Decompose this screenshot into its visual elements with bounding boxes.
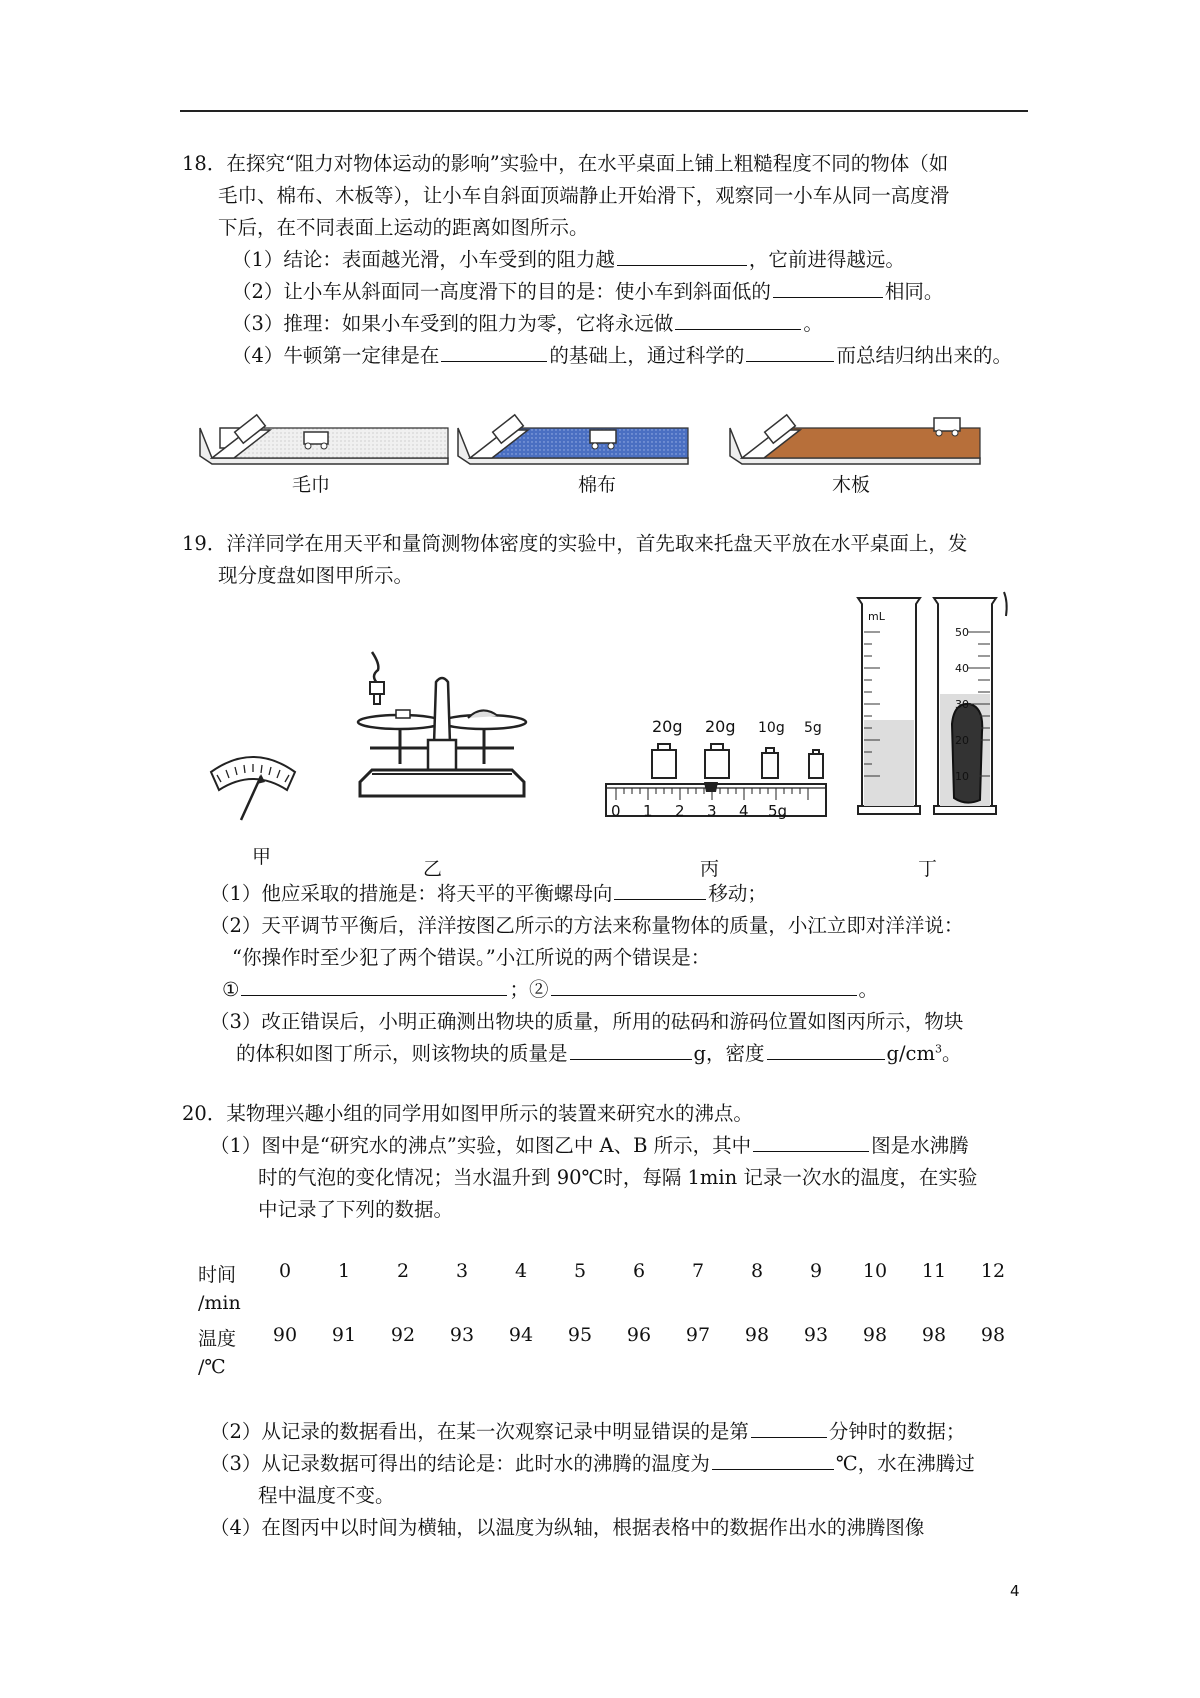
q19-stem-line2: 现分度盘如图甲所示。 <box>218 564 414 587</box>
ruler-tick-3: 3 <box>707 802 717 820</box>
q19-sub2-line3 <box>222 978 878 1001</box>
table-time-cell: 10 <box>862 1260 888 1282</box>
q18-sub4-text-a: （4）牛顿第一定律是在 <box>232 344 440 367</box>
q19-sub1-text-a: （1）他应采取的措施是：将天平的平衡螺母向 <box>210 882 613 905</box>
q20-sub3-text-b: ℃，水在沸腾过 <box>835 1452 975 1475</box>
q18-stem-line3: 下后，在不同表面上运动的距离如图所示。 <box>218 216 589 239</box>
incline-cotton <box>458 415 688 464</box>
table-temp-cell: 93 <box>449 1324 475 1346</box>
q19-blank-2[interactable] <box>241 994 507 996</box>
q18-sub4-text-c: 而总结归纳出来的。 <box>836 344 1012 367</box>
q18-sub4 <box>232 344 1012 367</box>
weight-label-2: 20g <box>705 717 736 736</box>
q20-sub1-text-b: 图是水沸腾 <box>871 1134 969 1157</box>
table-temp-cell: 98 <box>862 1324 888 1346</box>
q19-sub3-text-c: g/cm <box>886 1042 935 1065</box>
q18-sub4-text-b: 的基础上，通过科学的 <box>549 344 745 367</box>
cyl-mark-10: 10 <box>955 770 969 783</box>
table-temp-cell: 93 <box>803 1324 829 1346</box>
table-temp-cell: 95 <box>567 1324 593 1346</box>
ruler-tick-5: 5g <box>768 802 788 820</box>
q19-blank-3[interactable] <box>551 994 857 996</box>
q20-sub3-line2: 程中温度不变。 <box>258 1484 395 1507</box>
table-row2-label-a: 温度 <box>198 1328 237 1350</box>
q19-sub3-end: 。 <box>941 1042 962 1065</box>
table-row1-label-a: 时间 <box>198 1264 237 1286</box>
fig-yi-balance <box>350 652 530 824</box>
q19-circle-1: ① <box>222 978 240 1001</box>
cyl-mark-30: 30 <box>955 698 969 711</box>
table-time-cell: 9 <box>809 1260 823 1282</box>
q18-stem-line1: 18．在探究“阻力对物体运动的影响”实验中，在水平桌面上铺上粗糙程度不同的物体（如 <box>182 152 949 175</box>
q18-label-wood: 木板 <box>832 474 871 496</box>
page-number: 4 <box>1010 1582 1020 1600</box>
q18-sub1-text-a: （1）结论：表面越光滑，小车受到的阻力越 <box>232 248 615 271</box>
q18-sub1 <box>232 248 905 271</box>
q20-sub1-text-a: （1）图中是“研究水的沸点”实验，如图乙中 A、B 所示，其中 <box>210 1134 752 1157</box>
q19-circle-2: ；② <box>509 978 549 1001</box>
q18-blank-1[interactable] <box>617 264 747 266</box>
q20-sub4: （4）在图丙中以时间为横轴，以温度为纵轴，根据表格中的数据作出水的沸腾图像 <box>210 1516 925 1539</box>
cylinder-unit: mL <box>868 610 885 623</box>
q19-sub3-line2 <box>236 1042 961 1065</box>
table-time-cell: 0 <box>278 1260 292 1282</box>
table-temp-cell: 92 <box>390 1324 416 1346</box>
q20-sub3-line1 <box>210 1452 975 1475</box>
q20-sub1-line2: 时的气泡的变化情况；当水温升到 90℃时，每隔 1min 记录一次水的温度，在实验 <box>258 1166 978 1189</box>
q19-sub2-end: 。 <box>858 978 879 1001</box>
q18-sub3-text-a: （3）推理：如果小车受到的阻力为零，它将永远做 <box>232 312 674 335</box>
ruler-tick-2: 2 <box>675 802 685 820</box>
q19-blank-4[interactable] <box>570 1058 692 1060</box>
q18-blank-2[interactable] <box>773 296 883 298</box>
table-time-cell: 4 <box>514 1260 528 1282</box>
q18-sub1-text-b: ，它前进得越远。 <box>748 248 905 271</box>
q18-blank-5[interactable] <box>746 360 834 362</box>
q20-blank-2[interactable] <box>751 1436 827 1438</box>
q20-blank-3[interactable] <box>712 1468 834 1470</box>
q19-blank-5[interactable] <box>767 1058 885 1060</box>
incline-wood <box>730 415 980 464</box>
fig-label-bing: 丙 <box>700 858 720 880</box>
q20-sub1-line3: 中记录了下列的数据。 <box>258 1198 454 1221</box>
table-time-cell: 11 <box>921 1260 947 1282</box>
ruler-tick-1: 1 <box>643 802 653 820</box>
table-temp-cell: 96 <box>626 1324 652 1346</box>
fig-jia-dial <box>205 742 301 822</box>
table-temp-cell: 98 <box>980 1324 1006 1346</box>
q20-stem: 20．某物理兴趣小组的同学用如图甲所示的装置来研究水的沸点。 <box>182 1102 753 1125</box>
cyl-mark-20: 20 <box>955 734 969 747</box>
weight-label-3: 10g <box>758 720 785 736</box>
q18-stem-line2: 毛巾、棉布、木板等），让小车自斜面顶端静止开始滑下，观察同一小车从同一高度滑 <box>218 184 950 207</box>
ruler-tick-4: 4 <box>739 802 749 820</box>
q19-sub3-line1: （3）改正错误后，小明正确测出物块的质量，所用的砝码和游码位置如图丙所示，物块 <box>210 1010 964 1033</box>
weight-label-4: 5g <box>804 720 822 736</box>
cyl-mark-50: 50 <box>955 626 969 639</box>
table-time-cell: 2 <box>396 1260 410 1282</box>
header-rule <box>180 110 1028 112</box>
q19-sub3-sup: 3 <box>934 1042 942 1056</box>
q19-sub1-text-b: 移动； <box>708 882 767 905</box>
table-temp-cell: 91 <box>331 1324 357 1346</box>
table-time-cell: 3 <box>455 1260 469 1282</box>
table-time-cell: 8 <box>750 1260 764 1282</box>
weight-label-1: 20g <box>652 717 683 736</box>
q18-blank-4[interactable] <box>441 360 547 362</box>
q20-blank-1[interactable] <box>753 1150 869 1152</box>
q19-sub1 <box>210 882 767 905</box>
q18-sub3 <box>232 312 823 335</box>
q18-sub3-text-b: 。 <box>803 312 823 335</box>
fig-ding-cylinders <box>858 592 1008 818</box>
q20-sub3-text-a: （3）从记录数据可得出的结论是：此时水的沸腾的温度为 <box>210 1452 710 1475</box>
table-temp-cell: 97 <box>685 1324 711 1346</box>
q18-sub2 <box>232 280 943 303</box>
fig-bing-weights-ruler <box>606 738 830 822</box>
ruler-tick-0: 0 <box>611 802 621 820</box>
table-time-cell: 7 <box>691 1260 705 1282</box>
q20-sub2 <box>210 1420 965 1443</box>
table-temp-cell: 94 <box>508 1324 534 1346</box>
q18-sub2-text-a: （2）让小车从斜面同一高度滑下的目的是：使小车到斜面低的 <box>232 280 771 303</box>
table-temp-cell: 90 <box>272 1324 298 1346</box>
table-temp-cell: 98 <box>921 1324 947 1346</box>
fig-label-jia: 甲 <box>252 846 272 868</box>
table-time-cell: 1 <box>337 1260 351 1282</box>
incline-towel <box>200 415 448 464</box>
q19-sub3-text-b: g，密度 <box>693 1042 765 1065</box>
table-time-cell: 5 <box>573 1260 587 1282</box>
q19-sub2-line2: “你操作时至少犯了两个错误。”小江所说的两个错误是： <box>232 946 711 969</box>
table-row2-label-b: /℃ <box>198 1356 226 1378</box>
q19-sub3-text-a: 的体积如图丁所示，则该物块的质量是 <box>236 1042 568 1065</box>
fig-label-ding: 丁 <box>918 858 938 880</box>
table-time-cell: 6 <box>632 1260 646 1282</box>
q18-label-cotton: 棉布 <box>578 474 617 496</box>
table-time-cell: 12 <box>980 1260 1006 1282</box>
q18-sub2-text-b: 相同。 <box>884 280 944 303</box>
q18-label-towel: 毛巾 <box>292 474 331 496</box>
fig-label-yi: 乙 <box>423 858 443 880</box>
q20-sub1-line1 <box>210 1134 969 1157</box>
q19-blank-1[interactable] <box>614 898 706 900</box>
table-row1-label-b: /min <box>198 1292 241 1314</box>
q20-sub2-text-b: 分钟时的数据； <box>828 1420 966 1443</box>
q19-sub2-line1: （2）天平调节平衡后，洋洋按图乙所示的方法来称量物体的质量，小江立即对洋洋说： <box>210 914 964 937</box>
q19-stem-line1: 19．洋洋同学在用天平和量筒测物体密度的实验中，首先取来托盘天平放在水平桌面上，发 <box>182 532 968 555</box>
q18-blank-3[interactable] <box>675 328 801 330</box>
table-temp-cell: 98 <box>744 1324 770 1346</box>
q20-sub2-text-a: （2）从记录的数据看出，在某一次观察记录中明显错误的是第 <box>210 1420 749 1443</box>
cyl-mark-40: 40 <box>955 662 969 675</box>
